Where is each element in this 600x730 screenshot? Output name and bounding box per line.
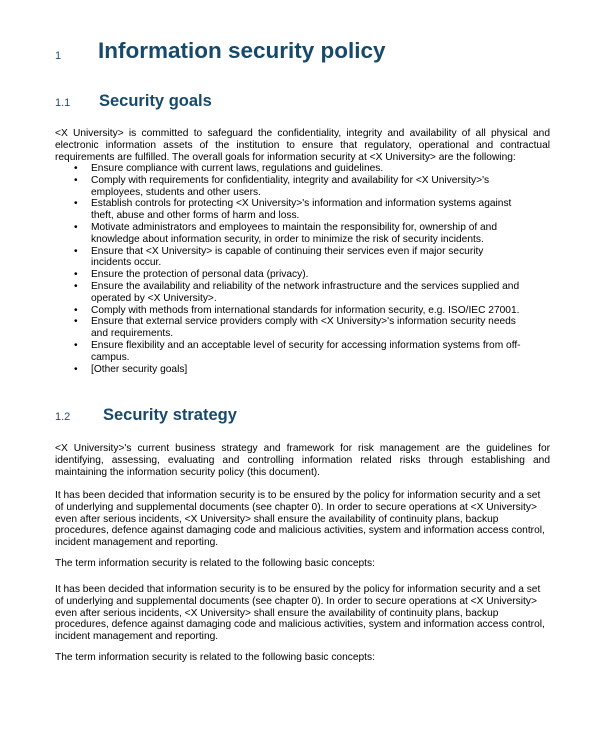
goals-title: Security goals xyxy=(99,92,212,110)
goal-text: Comply with methods from international standards for information security, e.g. ISO/IEC 27001. xyxy=(91,304,520,316)
goal-list-item xyxy=(55,305,525,317)
strategy-paragraph-5: The term information security is related to the following basic concepts: xyxy=(55,652,375,663)
bullet-icon: • xyxy=(74,269,78,281)
goal-list-item xyxy=(55,222,525,246)
strategy-number: 1.2 xyxy=(55,411,71,423)
goal-text: Ensure compliance with current laws, regulations and guidelines. xyxy=(91,163,384,174)
goal-text: Motivate administrators and employees to maintain the responsibility for, ownership of and knowledge about information security, in order to minimize the risk of security incidents. xyxy=(91,221,498,245)
goals-intro: <X University> is committed to safeguard the confidentiality, integrity and availability of all physical and electronic information assets of the institution to ensure that regulatory, operational and contractual requirements are fulfilled. The overall goals for information security at <X University> are the following: xyxy=(55,128,550,163)
goal-text: Establish controls for protecting <X University>'s information and information systems against theft, abuse and other forms of harm and loss. xyxy=(91,198,512,222)
bullet-icon: • xyxy=(74,174,78,186)
bullet-icon: • xyxy=(74,316,78,328)
strategy-title: Security strategy xyxy=(103,406,237,424)
strategy-paragraph-4: It has been decided that information security is to be ensured by the policy for information security and a set of underlying and supplemental documents (see chapter 0). In order to secure operations at <X University> even after serious incidents, <X University> shall ensure the availability of continuity plans, backup procedures, defence against damaging code and malicious activities, system and information access control, incident management and reporting. xyxy=(55,584,545,643)
goal-list-item xyxy=(55,364,525,376)
bullet-icon: • xyxy=(74,304,78,316)
bullet-icon: • xyxy=(74,280,78,292)
goal-text: Ensure that <X University> is capable of continuing their services even if major security incidents occur. xyxy=(91,245,484,269)
goal-text: Comply with requirements for confidentiality, integrity and availability for <X University>'s employees, students and other users. xyxy=(91,174,490,198)
goals-list xyxy=(55,163,525,375)
bullet-icon: • xyxy=(74,245,78,257)
strategy-paragraph-2: It has been decided that information security is to be ensured by the policy for information security and a set of underlying and supplemental documents (see chapter 0). In order to secure operations at <X University> even after serious incidents, <X University> shall ensure the availability of continuity plans, backup procedures, defence against damaging code and malicious activities, system and information access control, incident management and reporting. xyxy=(55,490,545,549)
goal-text: Ensure flexibility and an acceptable level of security for accessing information systems from off-campus. xyxy=(91,339,521,363)
strategy-paragraph-1: <X University>'s current business strategy and framework for risk management are the guidelines for identifying, assessing, evaluating and controlling information related risks through establishing and maintaining the information security policy (this document). xyxy=(55,443,550,478)
strategy-paragraph-3: The term information security is related to the following basic concepts: xyxy=(55,558,375,569)
goal-list-item xyxy=(55,175,525,199)
goal-list-item xyxy=(55,246,525,270)
goal-text: [Other security goals] xyxy=(91,363,188,375)
goal-list-item xyxy=(55,269,525,281)
goal-list-item xyxy=(55,340,525,364)
bullet-icon: • xyxy=(74,363,78,375)
goal-list-item xyxy=(55,281,525,305)
goal-list-item xyxy=(55,198,525,222)
bullet-icon: • xyxy=(74,339,78,351)
section-number: 1 xyxy=(55,50,62,62)
goal-list-item xyxy=(55,163,525,175)
goal-text: Ensure the protection of personal data (privacy). xyxy=(91,269,309,281)
bullet-icon: • xyxy=(74,221,78,233)
goal-text: Ensure the availability and reliability of the network infrastructure and the services supplied and operated by <X University>. xyxy=(91,280,520,304)
goal-text: Ensure that external service providers comply with <X University>'s information security needs and requirements. xyxy=(91,316,516,340)
goal-list-item xyxy=(55,316,525,340)
section-title: Information security policy xyxy=(98,38,386,63)
goals-number: 1.1 xyxy=(55,97,71,109)
bullet-icon: • xyxy=(74,198,78,210)
bullet-icon: • xyxy=(74,163,78,174)
